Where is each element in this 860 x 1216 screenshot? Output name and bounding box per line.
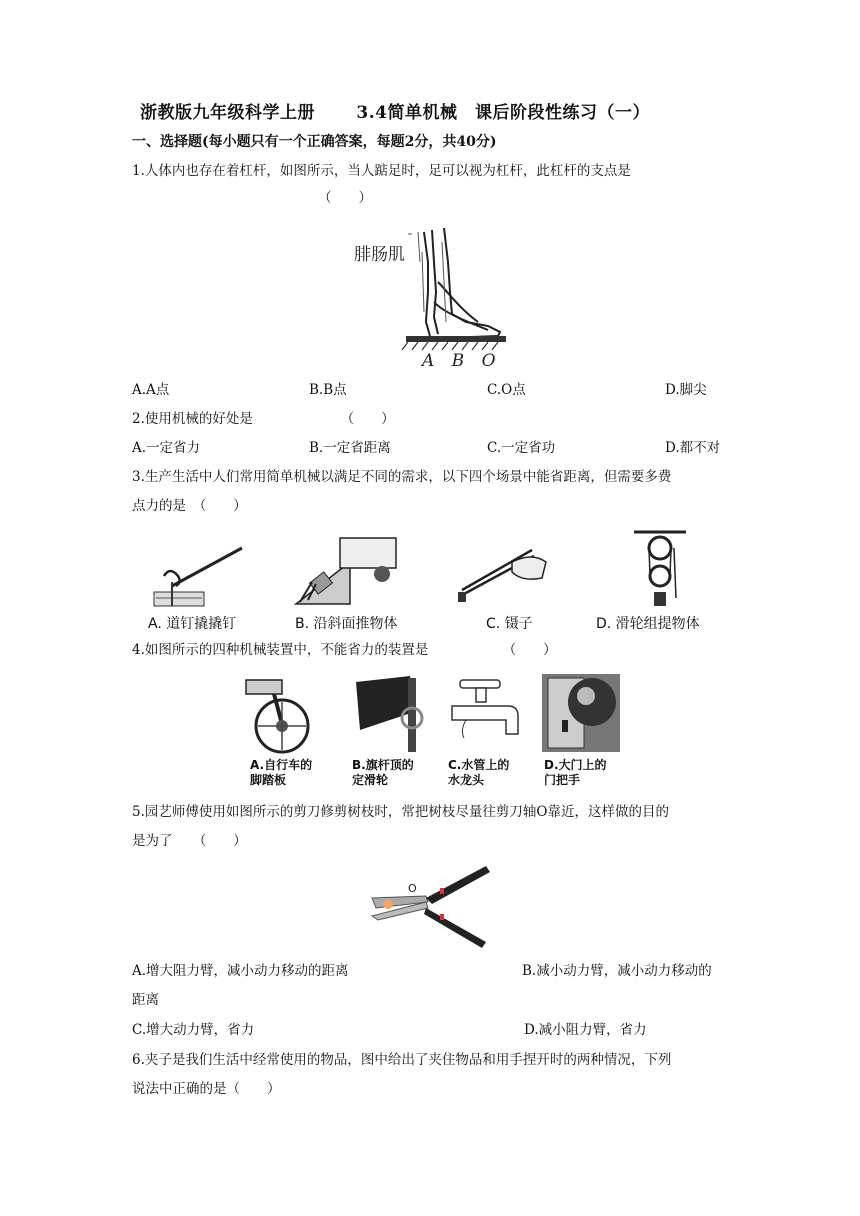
q1-option-c[interactable]: C.O点	[487, 382, 526, 398]
calf-muscle-label: 腓肠肌	[354, 245, 405, 265]
flagpole-pulley-figure	[352, 672, 432, 754]
q4-caption-b-line2: 定滑轮	[352, 773, 389, 787]
bicycle-pedal-figure	[240, 672, 320, 754]
foot-lever-figure	[348, 222, 518, 372]
q4-caption-c-line1: C.水管上的	[448, 758, 510, 772]
q1-stem-line1: 1.人体内也存在着杠杆，如图所示，当人踮足时，足可以视为杠杆，此杠杆的支点是	[132, 163, 631, 179]
q5-option-a[interactable]: A.增大阻力臂，减小动力移动的距离	[132, 963, 349, 979]
q3-stem-line2: 点力的是 （ ）	[132, 498, 247, 514]
q3-caption-a: A. 道钉撬撬钉	[148, 616, 237, 632]
shears-axis-label: O	[408, 882, 417, 895]
spike-crowbar-figure	[150, 540, 250, 612]
q4-caption-a	[250, 758, 312, 788]
q2-option-d[interactable]: D.都不对	[665, 440, 721, 456]
q4-caption-b	[352, 758, 414, 788]
foot-points-label: A B O	[422, 351, 502, 371]
q4-stem: 4.如图所示的四种机械装置中，不能省力的装置是 （ ）	[132, 642, 557, 658]
incline-cart-figure	[290, 532, 400, 612]
q1-option-d[interactable]: D.脚尖	[665, 382, 707, 398]
q6-stem-line1: 6.夹子是我们生活中经常使用的物品，图中给出了夹住物品和用手捏开时的两种情况，下列	[132, 1052, 672, 1068]
q5-option-b[interactable]: B.减小动力臂，减小动力移动的	[522, 963, 712, 979]
tweezers-figure	[452, 532, 552, 612]
q3-stem-line1: 3.生产生活中人们常用简单机械以满足不同的需求，以下四个场景中能省距离，但需要多费	[132, 469, 672, 485]
q4-caption-d-line2: 门把手	[544, 773, 581, 787]
door-knob-figure	[540, 672, 622, 754]
q2-stem: 2.使用机械的好处是 （ ）	[132, 411, 395, 427]
q2-option-c[interactable]: C.一定省功	[487, 440, 556, 456]
q5-option-b-continued: 距离	[132, 992, 159, 1008]
q4-caption-c	[448, 758, 509, 788]
pulley-system-figure	[630, 528, 690, 612]
q4-caption-d	[544, 758, 607, 788]
pruning-shears-figure	[368, 858, 494, 950]
q5-stem-line1: 5.园艺师傅使用如图所示的剪刀修剪树枝时，常把树枝尽量往剪刀轴O靠近，这样做的目的	[132, 804, 669, 820]
q5-option-c[interactable]: C.增大动力臂，省力	[132, 1022, 255, 1038]
q4-caption-b-line1: B.旗杆顶的	[352, 758, 414, 772]
q3-caption-c: C. 镊子	[486, 616, 533, 632]
q6-stem-line2: 说法中正确的是（ ）	[132, 1081, 281, 1097]
q3-caption-b: B. 沿斜面推物体	[295, 616, 398, 632]
page-title: 浙教版九年级科学上册 3.4简单机械 课后阶段性练习（一）	[140, 103, 650, 123]
q4-caption-c-line2: 水龙头	[448, 773, 485, 787]
q4-caption-a-line2: 脚踏板	[250, 773, 287, 787]
q1-option-a[interactable]: A.A点	[132, 382, 170, 398]
q5-option-d[interactable]: D.减小阻力臂，省力	[524, 1022, 647, 1038]
q1-stem-line2: （ ）	[318, 190, 372, 206]
q5-stem-line2: 是为了 （ ）	[132, 833, 247, 849]
q3-caption-d: D. 滑轮组提物体	[596, 616, 700, 632]
q4-caption-d-line1: D.大门上的	[544, 758, 607, 772]
q2-option-b[interactable]: B.一定省距离	[309, 440, 391, 456]
water-tap-figure	[446, 676, 526, 754]
section-heading: 一、选择题(每小题只有一个正确答案，每题2分，共40分)	[132, 134, 497, 150]
q2-option-a[interactable]: A.一定省力	[132, 440, 201, 456]
q4-caption-a-line1: A.自行车的	[250, 758, 313, 772]
q1-option-b[interactable]: B.B点	[309, 382, 347, 398]
